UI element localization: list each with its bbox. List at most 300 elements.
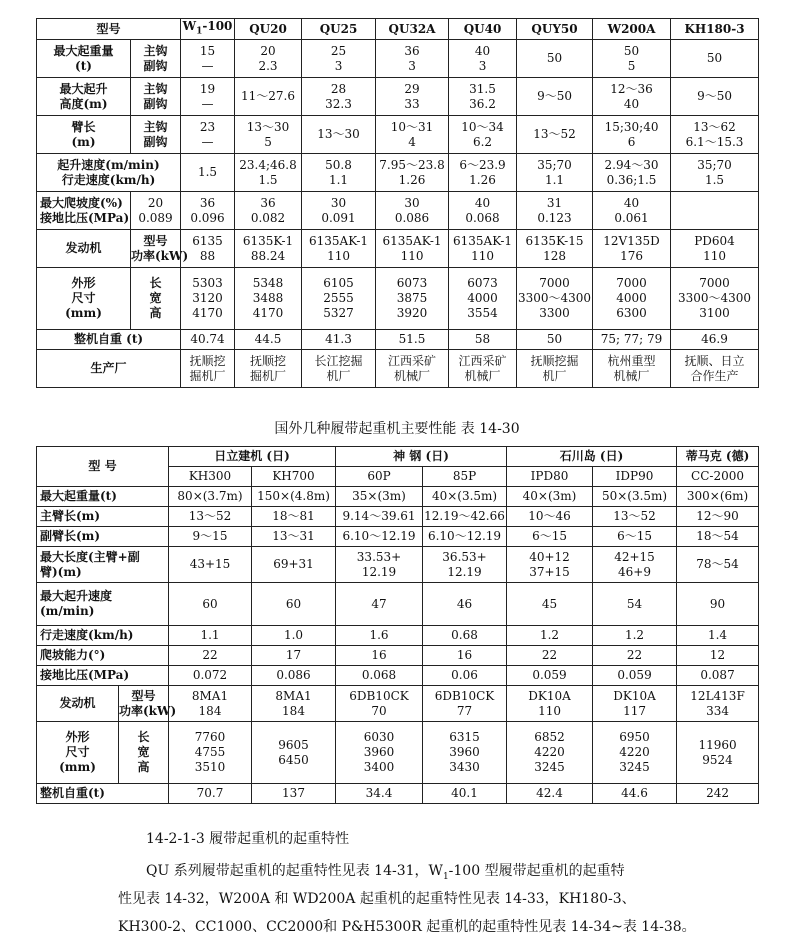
cell-line: 137 (282, 786, 305, 800)
cell-line: 40.74 (190, 332, 225, 347)
table1-header-cell: QUY50 (517, 19, 593, 40)
cell-line: 44.5 (254, 332, 282, 347)
cell-line: 3960 (363, 745, 395, 759)
table1-cell (302, 116, 376, 154)
cell-line: 13～62 (693, 119, 736, 134)
table2-model-header: IDP90 (593, 467, 677, 487)
cell-line: 尺寸 (65, 745, 90, 759)
cell-line: 机械厂 (464, 368, 501, 383)
table2-cell (507, 527, 593, 547)
table2-model-header: CC-2000 (677, 467, 759, 487)
table1-cell (376, 192, 449, 230)
cell-line: 50 (623, 43, 640, 58)
table2-row (37, 666, 759, 686)
cell-line: 110 (538, 703, 561, 718)
table1-cell (181, 192, 235, 230)
cell-line: 机厂 (326, 368, 351, 383)
table1-cell (517, 268, 593, 330)
cell-line: 40 (623, 96, 640, 111)
table1-row (37, 154, 759, 192)
table2-cell (252, 686, 336, 722)
table1-cell (671, 268, 759, 330)
table2-row-label: 行走速度(km/h) (37, 626, 169, 646)
table1-cell (671, 78, 759, 116)
cell-line: 40 (474, 195, 491, 210)
cell-line: 10～46 (528, 509, 571, 523)
cell-line: 抚顺挖 (250, 353, 287, 368)
cell-line: 0.123 (537, 210, 572, 225)
cell-line: 3 (408, 58, 416, 73)
table2-cell (423, 583, 507, 626)
cell-line: 3100 (699, 306, 730, 321)
cell-line: 45 (541, 596, 558, 611)
cell-line: 12～36 (610, 81, 653, 96)
table2-cell (423, 722, 507, 784)
table1-cell (181, 268, 235, 330)
cell-line: 13～52 (533, 127, 576, 142)
cell-line: 3245 (619, 760, 650, 774)
cell-line: 70 (371, 703, 387, 718)
cell-line: 0.059 (532, 668, 567, 682)
cell-line: 78～54 (696, 557, 739, 571)
table2-cell (336, 527, 423, 547)
table2-row-label: 发动机 (37, 686, 119, 722)
table2-cell (169, 686, 252, 722)
cell-line: 13～30 (246, 119, 290, 134)
table1-cell (302, 330, 376, 350)
cell-line: 机厂 (542, 368, 567, 383)
cell-line: 35;70 (697, 157, 732, 172)
table1-cell (593, 78, 671, 116)
cell-line: 16 (456, 648, 473, 662)
table1-cell (593, 268, 671, 330)
table1-cell (181, 230, 235, 268)
cell-line: 10～31 (390, 119, 434, 134)
table1-cell (517, 192, 593, 230)
table2-row (37, 507, 759, 527)
cell-line: 副钩 (143, 96, 168, 111)
table1-cell (235, 154, 302, 192)
table1-cell (593, 330, 671, 350)
cell-line: 40+12 (529, 549, 570, 564)
cell-line: 51.5 (398, 332, 426, 347)
table2-cell (423, 547, 507, 583)
table2-cell (252, 547, 336, 583)
cell-line: 184 (282, 703, 305, 718)
cell-line: 6105 (323, 276, 354, 291)
cell-line: 36 (260, 195, 276, 210)
cell-line: 宽 (137, 745, 150, 759)
table2-cell (677, 583, 759, 626)
cell-line: 32.3 (325, 96, 352, 111)
table2-cell (507, 507, 593, 527)
cell-line: 6 (627, 134, 636, 149)
cell-line: 4 (408, 134, 416, 149)
table1-row-sublabel (131, 230, 189, 268)
cell-line: 6～15 (532, 529, 567, 543)
table1-cell (517, 78, 593, 116)
cell-line: 接地比压(MPa) (40, 210, 130, 225)
table2-cell (593, 646, 677, 666)
cell-line: 发动机 (65, 241, 102, 256)
table2-model-label: 型 号 (37, 447, 169, 487)
cell-line: 40 (474, 43, 491, 58)
table1-cell (181, 40, 235, 78)
cell-line: 最大起升 (59, 81, 108, 96)
table1-cell (302, 40, 376, 78)
table2-cell (677, 527, 759, 547)
table1-cell (376, 116, 449, 154)
cell-line: 19 (199, 81, 216, 96)
cell-line: 3875 (396, 291, 428, 306)
cell-line: 6.2 (472, 134, 493, 149)
cell-line: DK10A (613, 688, 656, 703)
cell-line: 13～31 (272, 529, 315, 543)
cell-line: 0.086 (394, 210, 430, 225)
cell-line: 4220 (619, 745, 650, 759)
cell-line: 110 (703, 248, 726, 263)
paragraph-line: 性见表 14-32，W200A 和 WD200A 起重机的起重特性见表 14-33，KH180-3、 (118, 891, 636, 907)
cell-line: 0.096 (190, 210, 225, 225)
cell-line: 46+9 (618, 564, 651, 579)
cell-line: 88 (199, 248, 216, 263)
table1-cell (593, 154, 671, 192)
table2-row (37, 547, 759, 583)
table2-cell (593, 722, 677, 784)
table2-row (37, 583, 759, 626)
cell-line: 47 (371, 596, 387, 611)
table-caption: 国外几种履带起重机主要性能 表 14-30 (274, 421, 520, 437)
table2-group-header: 神 钢 (日) (336, 447, 507, 467)
cell-line: 长 (149, 276, 162, 291)
cell-line: 主钩 (143, 119, 168, 134)
cell-line: 6.1～15.3 (685, 134, 744, 149)
cell-line: 9～50 (537, 89, 572, 104)
cell-line: 2555 (323, 291, 354, 306)
cell-line: 1.26 (469, 172, 496, 187)
cell-line: 1.26 (398, 172, 426, 187)
cell-line: 11960 (698, 737, 737, 752)
table2-cell (169, 507, 252, 527)
cell-line: 22 (202, 648, 218, 662)
cell-line: 机械厂 (613, 368, 650, 383)
table1-cell (671, 330, 759, 350)
table2-row-label (37, 583, 169, 626)
table2-cell (677, 722, 759, 784)
table1-cell (593, 192, 671, 230)
cell-line: 54 (626, 596, 643, 611)
table2-cell (677, 784, 759, 804)
section-heading: 14-2-1-3 履带起重机的起重特性 (146, 831, 350, 847)
table2-cell (423, 626, 507, 646)
cell-line: 6～23.9 (459, 157, 506, 172)
table2-cell (423, 646, 507, 666)
table1-row-sublabel (131, 268, 181, 330)
table2-cell (593, 507, 677, 527)
crane-spec-table-domestic (36, 18, 759, 388)
cell-line: 高 (137, 760, 150, 774)
table1-row-sublabel (131, 116, 181, 154)
cell-line: 1.0 (283, 628, 304, 642)
cell-line: 3430 (449, 760, 480, 774)
table2-row-label (37, 722, 119, 784)
cell-line: 50×(3.5m) (601, 489, 668, 503)
table2-cell (677, 507, 759, 527)
table1-cell (671, 192, 759, 230)
table2-model-header: KH700 (252, 467, 336, 487)
table2-cell (336, 626, 423, 646)
table1-cell (449, 78, 517, 116)
cell-line: 6073 (396, 276, 428, 291)
cell-line: 37+15 (529, 564, 570, 579)
table2-cell (423, 507, 507, 527)
cell-line: 1.5 (704, 172, 725, 187)
table2-row-sublabel (119, 686, 177, 722)
table2-model-header: KH300 (169, 467, 252, 487)
table1-cell (449, 116, 517, 154)
cell-line: 3300 (539, 306, 570, 321)
cell-line: 128 (543, 248, 566, 263)
cell-line: 43+15 (189, 557, 231, 571)
cell-line: 抚顺、日立 (684, 353, 745, 368)
cell-line: 7.95～23.8 (379, 157, 445, 172)
table2-cell (593, 583, 677, 626)
cell-line: 0.087 (700, 668, 735, 682)
table2-cell (423, 527, 507, 547)
cell-line: 6073 (467, 276, 498, 291)
cell-line: 22 (626, 648, 643, 662)
table1-cell (376, 40, 449, 78)
cell-line: 功率(kW) (119, 703, 177, 718)
table2-cell (252, 646, 336, 666)
cell-line: 3300～4300 (517, 291, 592, 306)
cell-line: 6950 (619, 730, 650, 744)
table1-cell (302, 350, 376, 388)
cell-line: — (201, 134, 214, 149)
table2-group-header: 石川岛 (日) (507, 447, 677, 467)
table2-cell (593, 784, 677, 804)
cell-line: 6135AK-1 (382, 233, 442, 248)
cell-line: 46 (456, 596, 473, 611)
cell-line: 40×(3m) (522, 489, 577, 503)
table1-cell (181, 154, 235, 192)
table1-header-cell: KH180-3 (671, 19, 759, 40)
cell-line: 副钩 (143, 58, 168, 73)
cell-line: 300×(6m) (686, 489, 749, 503)
cell-line: 生产厂 (90, 361, 127, 376)
cell-line: 13～30 (317, 127, 360, 142)
cell-line: 4170 (252, 306, 284, 321)
table2-cell (336, 784, 423, 804)
table2-cell (169, 722, 252, 784)
cell-line: (mm) (59, 760, 96, 774)
table1-header-row (37, 19, 759, 40)
cell-line: 6DB10CK (349, 688, 409, 703)
cell-line: 9.14～39.61 (342, 509, 416, 523)
table2-row (37, 527, 759, 547)
cell-line: 12V135D (603, 233, 660, 248)
table2-row-label: 主臂长(m) (37, 507, 169, 527)
cell-line: 12 (709, 648, 726, 662)
table2-cell (507, 666, 593, 686)
cell-line: 10～34 (461, 119, 504, 134)
table2-cell (169, 547, 252, 583)
cell-line: 6135K-15 (525, 233, 584, 248)
table2-group-row (37, 447, 759, 467)
cell-line: 外形 (65, 730, 90, 744)
table1-cell (517, 40, 593, 78)
cell-line: 12～90 (696, 509, 739, 523)
table1-cell (671, 116, 759, 154)
cell-line: 36 (199, 195, 216, 210)
cell-line: 1.5 (197, 165, 218, 180)
cell-line: 110 (327, 248, 350, 263)
cell-line: 42+15 (614, 549, 655, 564)
cell-line: 主钩 (143, 43, 168, 58)
table2-cell (593, 686, 677, 722)
cell-line: 2.3 (258, 58, 278, 73)
table2-cell (423, 686, 507, 722)
cell-line: 功率(kW) (131, 248, 189, 263)
table1-cell (449, 40, 517, 78)
table2-cell (507, 626, 593, 646)
cell-line: 3510 (194, 760, 226, 774)
cell-line: 江西采矿 (458, 353, 507, 368)
table1-cell (517, 350, 593, 388)
cell-line: 型号 (131, 688, 156, 703)
cell-line: 3554 (467, 306, 498, 321)
cell-line: 副钩 (143, 134, 168, 149)
cell-line: 3400 (363, 760, 395, 774)
cell-line: 6～15 (617, 529, 652, 543)
cell-line: 40×(3.5m) (431, 489, 498, 503)
cell-line: 46.9 (701, 332, 728, 347)
cell-line: 6030 (363, 730, 395, 744)
table1-cell (302, 268, 376, 330)
cell-line: 22 (541, 648, 558, 662)
table1-cell (376, 78, 449, 116)
table1-row (37, 230, 759, 268)
cell-line: 3488 (252, 291, 284, 306)
table1-cell (671, 350, 759, 388)
cell-line: 3 (478, 58, 487, 73)
cell-line: 16 (371, 648, 387, 662)
cell-line: 23.4;46.8 (239, 157, 297, 172)
table1-row-label (37, 330, 181, 350)
cell-line: 1.5 (258, 172, 278, 187)
table2-cell (169, 784, 252, 804)
table2-cell (169, 626, 252, 646)
table1-row-label (37, 40, 131, 78)
table2-row (37, 646, 759, 666)
cell-line: 0.059 (617, 668, 652, 682)
cell-line: (mm) (65, 306, 102, 321)
cell-line: 0.089 (138, 210, 173, 225)
table1-cell (593, 350, 671, 388)
cell-line: 机械厂 (394, 368, 431, 383)
table2-cell (677, 686, 759, 722)
cell-line: 40 (623, 195, 640, 210)
table1-cell (302, 154, 376, 192)
cell-line: 6135K-1 (242, 233, 294, 248)
cell-line: 0.061 (614, 210, 649, 225)
cell-line: 3960 (449, 745, 480, 759)
table1-row-sublabel (131, 40, 181, 78)
table2-cell (336, 686, 423, 722)
table2-row (37, 784, 759, 804)
cell-line: 50 (706, 51, 723, 66)
cell-line: 13～52 (188, 509, 232, 523)
table2-row-label: 爬坡能力(°) (37, 646, 169, 666)
table1-row-label (37, 78, 131, 116)
table2-cell (677, 487, 759, 507)
table1-cell (671, 230, 759, 268)
cell-line: 13～52 (613, 509, 656, 523)
cell-line: 90 (709, 596, 726, 611)
table2-cell (169, 527, 252, 547)
cell-line: 77 (456, 703, 473, 718)
cell-line: 0.082 (250, 210, 286, 225)
cell-line: 0.086 (276, 668, 311, 682)
cell-line: 高度(m) (59, 96, 108, 111)
cell-line: 334 (706, 703, 729, 718)
cell-line: 41.3 (325, 332, 352, 347)
table2-group-header: 日立建机 (日) (169, 447, 336, 467)
table2-cell (252, 507, 336, 527)
cell-line: 主钩 (143, 81, 168, 96)
table1-row-label (37, 268, 131, 330)
table2-cell (593, 666, 677, 686)
cell-line: 1.1 (328, 172, 349, 187)
table1-cell (376, 154, 449, 192)
table2-cell (169, 583, 252, 626)
cell-line: 176 (620, 248, 643, 263)
cell-line: 117 (623, 703, 646, 718)
cell-line: 242 (706, 786, 729, 800)
table1-cell (449, 268, 517, 330)
cell-line: 6300 (616, 306, 647, 321)
cell-line: 40.1 (451, 786, 478, 800)
table1-row (37, 78, 759, 116)
cell-line: 抚顺挖掘 (530, 353, 579, 368)
cell-line: 184 (198, 703, 222, 718)
table1-cell (302, 78, 376, 116)
table1-cell (376, 268, 449, 330)
table1-row-label (37, 192, 131, 230)
cell-line: 3245 (534, 760, 565, 774)
cell-line: 9524 (702, 752, 733, 767)
table2-row-label (37, 547, 169, 583)
table1-cell (235, 330, 302, 350)
cell-line: 3300～4300 (677, 291, 752, 306)
cell-line: 30 (404, 195, 420, 210)
table2-cell (677, 666, 759, 686)
cell-line: 最大起升速度 (40, 589, 113, 603)
cell-line: 35×(3m) (352, 489, 406, 503)
cell-line: 60 (202, 596, 218, 611)
cell-line: 0.072 (192, 668, 228, 682)
cell-line: 29 (404, 81, 420, 96)
table2-model-header: IPD80 (507, 467, 593, 487)
cell-line: 36.53+ (442, 549, 487, 564)
table2-cell (507, 722, 593, 784)
table1-cell (235, 78, 302, 116)
cell-line: — (201, 58, 214, 73)
table2-cell (336, 507, 423, 527)
table1-cell (235, 40, 302, 78)
cell-line: DK10A (528, 688, 571, 703)
table1-row (37, 40, 759, 78)
